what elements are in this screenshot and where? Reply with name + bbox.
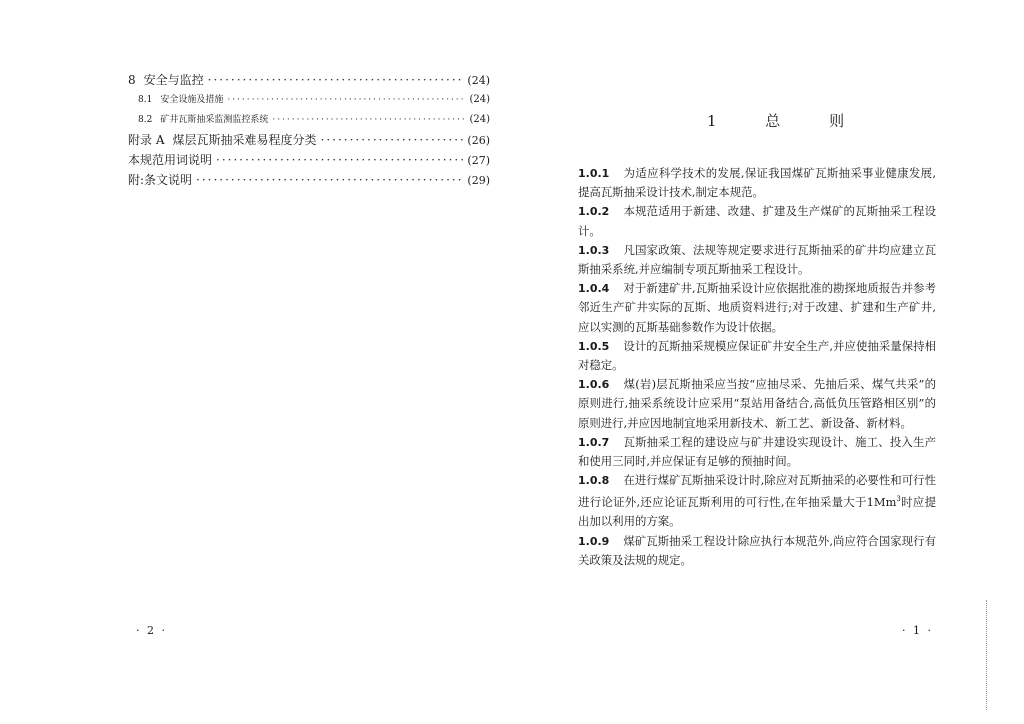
toc-leader-dots [216, 150, 463, 170]
toc-number: 8 [128, 73, 136, 87]
scan-edge-marks [986, 600, 989, 710]
clause-text: 在进行煤矿瓦斯抽采设计时,除应对瓦斯抽采的必要性和可行性进行论证外,还应论证瓦斯利用的可行性,在年抽采量大于1Mm [578, 473, 936, 510]
page-number: · 1 · [902, 624, 933, 637]
toc-page-number: (27) [467, 154, 490, 167]
toc-number: 附录 A [128, 133, 165, 147]
clause-number: 1.0.7 [578, 435, 610, 449]
toc-page-number: (24) [469, 94, 490, 105]
toc-title: 煤层瓦斯抽采难易程度分类 [172, 133, 317, 147]
clause-number: 1.0.6 [578, 378, 610, 392]
clause [578, 279, 936, 337]
clause-text: 煤(岩)层瓦斯抽采应当按“应抽尽采、先抽后采、煤气共采”的原则进行,抽采系统设计应采用“泵站用备结合,高低负压管路相区别”的原则进行,并应因地制宜地采用新技术、新工艺、新设备、新材料。 [578, 377, 936, 430]
clause-text: 设计的瓦斯抽采规模应保证矿井安全生产,并应使抽采量保持相对稳定。 [578, 338, 936, 373]
toc-leader-dots [272, 110, 465, 130]
clause-text: 本规范适用于新建、改建、扩建及生产煤矿的瓦斯抽采工程设计。 [578, 204, 936, 238]
clause-number: 1.0.4 [578, 282, 610, 296]
clause-text: 为适应科学技术的发展,保证我国煤矿瓦斯抽采事业健康发展,提高瓦斯抽采设计技术,制定本规范。 [578, 166, 936, 200]
clause [578, 471, 936, 531]
clause [578, 164, 936, 202]
clause [578, 532, 936, 570]
clause-text: 凡国家政策、法规等规定要求进行瓦斯抽采的矿井均应建立瓦斯抽采系统,并应编制专项瓦斯抽采工程设计。 [578, 242, 936, 277]
right-page [512, 0, 1024, 724]
clause [578, 337, 936, 375]
toc-page-number: (29) [467, 174, 490, 187]
chapter-title: 1 总 则 [707, 112, 867, 130]
toc-leader-dots [321, 130, 464, 150]
toc-title: 附:条文说明 [128, 173, 193, 187]
toc-number: 8.1 [138, 95, 153, 105]
clause [578, 241, 936, 279]
toc-entry [128, 130, 490, 150]
toc-page-number: (24) [469, 114, 490, 125]
toc-title: 安全设施及措施 [160, 95, 224, 105]
toc-title: 矿井瓦斯抽采监测监控系统 [160, 115, 269, 125]
toc-entry [128, 110, 490, 130]
clause [578, 375, 936, 433]
toc-page-number: (26) [467, 134, 490, 147]
toc-page-number: (24) [467, 74, 490, 87]
toc-leader-dots [208, 70, 464, 90]
clause-number: 1.0.5 [578, 339, 610, 353]
toc-entry [128, 90, 490, 110]
clause [578, 433, 936, 471]
clause-number: 1.0.8 [578, 474, 610, 488]
clause-number: 1.0.1 [578, 167, 610, 180]
superscript: 3 [896, 495, 901, 504]
clause-text: 瓦斯抽采工程的建设应与矿井建设实现设计、施工、投入生产和使用三同时,并应保证有足够的预抽时间。 [578, 434, 936, 469]
clause-text: 煤矿瓦斯抽采工程设计除应执行本规范外,尚应符合国家现行有关政策及法规的规定。 [578, 533, 936, 567]
clause [578, 202, 936, 240]
clause-text-after: 时应提出加以利用的方案。 [578, 495, 936, 529]
table-of-contents [128, 70, 490, 190]
clause-number: 1.0.3 [578, 243, 610, 257]
clause-text: 对于新建矿井,瓦斯抽采设计应依据批准的勘探地质报告并参考邻近生产矿井实际的瓦斯、地质资料进行;对于改建、扩建和生产矿井,应以实测的瓦斯基础参数作为设计依据。 [578, 281, 936, 334]
toc-entry [128, 170, 490, 190]
toc-entry [128, 150, 490, 170]
toc-leader-dots [196, 170, 463, 190]
clause-number: 1.0.9 [578, 534, 610, 548]
toc-entry [128, 70, 490, 90]
toc-title: 安全与监控 [143, 73, 204, 87]
toc-title: 本规范用词说明 [128, 153, 213, 167]
toc-leader-dots [227, 90, 465, 110]
clause-list [578, 164, 936, 570]
page-number: · 2 · [136, 624, 167, 637]
toc-number: 8.2 [138, 115, 153, 125]
clause-number: 1.0.2 [578, 205, 610, 219]
